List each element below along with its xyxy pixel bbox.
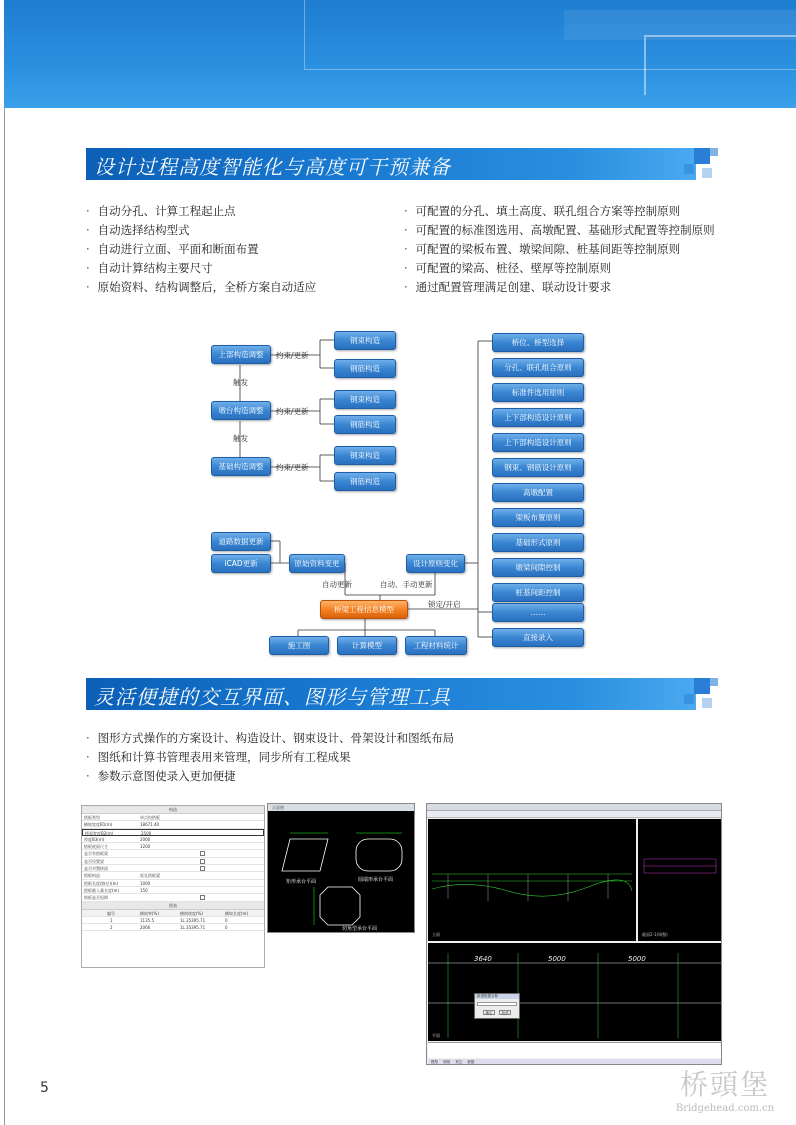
box-output: 计算模型 [337,636,397,655]
cell: 2000 [140,836,151,842]
cell: 2 [110,925,113,931]
bullet: · 自动进行立面、平面和断面布置 [86,240,316,259]
cell: 搭板截入量长度(m) [84,887,120,893]
software-window-screenshot [426,803,722,1065]
cell: 0 [225,925,228,931]
cell: 横坡宽度B1(m) [84,822,113,828]
bullet: · 自动选择结构型式 [86,221,316,240]
cell: 单点铰搭板 [140,815,160,820]
tab[interactable]: 数据 [467,1060,475,1064]
dimension: 5000 [628,955,646,963]
edge-label: 约束/更新 [276,407,309,416]
rule-box: 分孔、联孔组合原则 [492,358,584,377]
cell: 桥面宽度B2(m) [85,830,114,836]
header-cell: 横坡长度(m) [225,910,249,916]
rule-box: 梁板布置原则 [492,508,584,527]
watermark-logo: 桥頭堡 Bridgehead.com.cn [675,1068,775,1114]
auto-update-label: 自动更新 [322,580,352,589]
rule-box: 标准件选用原则 [492,383,584,402]
cell: 搭板是否短期 [84,895,108,901]
cad-drawing [268,811,414,932]
cad-label: 切角型承台平面 [342,926,378,932]
tab-strip [427,811,721,818]
box-rebar: 钢筋构造 [334,472,396,491]
checkbox[interactable] [200,851,205,856]
cell: 搭板类型 [84,815,100,820]
bullet: · 可配置的分孔、填土高度、联孔组合方案等控制原则 [404,202,715,221]
dialog-title: 新建配置名称 [475,994,519,999]
toolbar [427,804,721,811]
rule-box-direct-input: 直接录入 [492,628,584,647]
box-output: 工程材料统计 [405,636,467,655]
view-label: 平面 [432,1033,440,1038]
view-label: 立面 [432,932,440,937]
box-bim-core: 桥梁工程信息模型 [320,600,408,619]
cad-shapes-screenshot [267,803,415,933]
tab[interactable]: 图纸 [443,1060,451,1064]
section2-bullets [86,729,454,786]
cell: 1 [110,917,113,923]
checkbox[interactable] [200,895,205,900]
cell: 1L.35395.71 [180,925,206,931]
config-name-input[interactable] [477,1002,517,1006]
cell: 18671.40 [140,822,160,828]
cell: 厚度B3(m) [84,836,105,842]
bullet: · 可配置的梁板布置、墩梁间隙、桩基间距等控制原则 [404,240,715,259]
box-rebar: 钢筋构造 [334,415,396,434]
tab[interactable]: 其它 [455,1060,463,1064]
rule-box: 上下部构造设计原则 [492,408,584,427]
bullet: · 可配置的梁高、桩径、壁厚等控制原则 [404,259,715,278]
bullet: · 原始资料、结构调整后，全桥方案自动适应 [86,278,316,297]
rule-box: 基础形式原则 [492,533,584,552]
property-table-screenshot [81,805,265,968]
command-line[interactable] [428,1042,722,1058]
box-superstructure: 上部构造调整 [211,345,271,364]
cell: 搭板构造 [84,873,100,879]
box-icad: iCAD更新 [211,554,271,573]
dimension: 3640 [474,955,492,963]
ok-button[interactable]: 确定 [483,1010,495,1015]
box-foundation: 基础构造调整 [211,457,271,476]
bullet: · 自动计算结构主要尺寸 [86,259,316,278]
box-pier: 墩台构造调整 [211,401,271,420]
cell: 2066 [140,925,151,931]
cell: 1200 [140,844,151,850]
auto-manual-label: 自动、手动更新 [380,580,433,589]
cell: 1000 [140,880,151,886]
box-tendon: 钢束构造 [334,331,396,350]
dimension: 5000 [548,955,566,963]
new-config-dialog[interactable] [474,993,520,1019]
lock-label: 锁定/开启 [428,600,461,609]
cell: 2500 [141,830,152,836]
rule-box: 钢束、钢筋设计原则 [492,458,584,477]
bullet: · 图纸和计算书管理表用来管理，同步所有工程成果 [86,748,454,767]
bullet: · 通过配置管理满足创建、联动设计要求 [404,278,715,297]
elevation-view [428,819,636,941]
box-tendon: 钢束构造 [334,390,396,409]
table-title: 构造 [82,806,264,814]
header-cell: 横坡坡度(%) [180,910,203,916]
bullet: · 可配置的标准图选用、高墩配置、基础形式配置等控制原则 [404,221,715,240]
section-view [638,819,722,941]
rule-box: 墩梁间隙控制 [492,558,584,577]
checkbox[interactable] [200,866,205,871]
cell: 1L.35395.71 [180,917,206,923]
cancel-button[interactable]: 取消 [499,1010,511,1015]
bullet: · 自动分孔、计算工程起止点 [86,202,316,221]
edge-label: 约束/更新 [276,463,309,472]
cell: 搭板长度(路径)(m) [84,880,119,886]
header-cell: 横坡率(%) [140,910,159,916]
section1-title: 设计过程高度智能化与高度可干预兼备 [94,155,451,179]
tab[interactable]: 模型 [431,1060,438,1064]
cell: 0 [225,917,228,923]
cell: 是否设置梁 [84,858,104,864]
cell: 是否有搭板梁 [84,851,108,857]
rule-box: 高墩配置 [492,483,584,502]
box-output: 施工图 [269,636,329,655]
section2-title-bar [86,678,716,712]
cell: 搭板底面尺寸 [84,844,108,850]
box-design-change: 设计原则变化 [406,554,465,573]
box-rebar: 钢筋构造 [334,359,396,378]
view-label: 截面2-1(调整) [642,932,668,937]
cad-label: 矩形承台平面 [286,879,317,885]
box-tendon: 钢束构造 [334,446,396,465]
rule-box: …… [492,603,584,622]
cell: 1135.5 [140,917,154,923]
section2-title: 灵活便捷的交互界面、图形与管理工具 [94,685,451,709]
rule-box: 上下部构造设计原则 [492,433,584,452]
cell: 150 [140,887,148,893]
bullet: · 图形方式操作的方案设计、构造设计、钢束设计、骨架设计和图纸布局 [86,729,454,748]
bullet: · 参数示意图使录入更加便捷 [86,767,454,786]
page-number: 5 [40,1080,49,1096]
rule-box: 桩基间距控制 [492,583,584,602]
cad-label: 圆端形承台平面 [358,877,394,883]
header-cell: 编号 [107,910,115,916]
trigger-label: 触发 [233,378,248,387]
box-raw-data: 原始资料变更 [289,554,345,573]
checkbox[interactable] [200,859,205,864]
cell: 矩孔搭板梁 [140,873,160,879]
edge-label: 约束/更新 [276,351,309,360]
sub-table-title: 图表 [82,902,264,910]
trigger-label: 触发 [233,434,248,443]
plan-view [428,943,722,1041]
cad-title: 示意图 [268,804,414,811]
rule-box: 桥位、桥型选择 [492,333,584,352]
cell: 是否对置桥面 [84,866,108,872]
box-road-data: 道路数据更新 [211,532,271,551]
